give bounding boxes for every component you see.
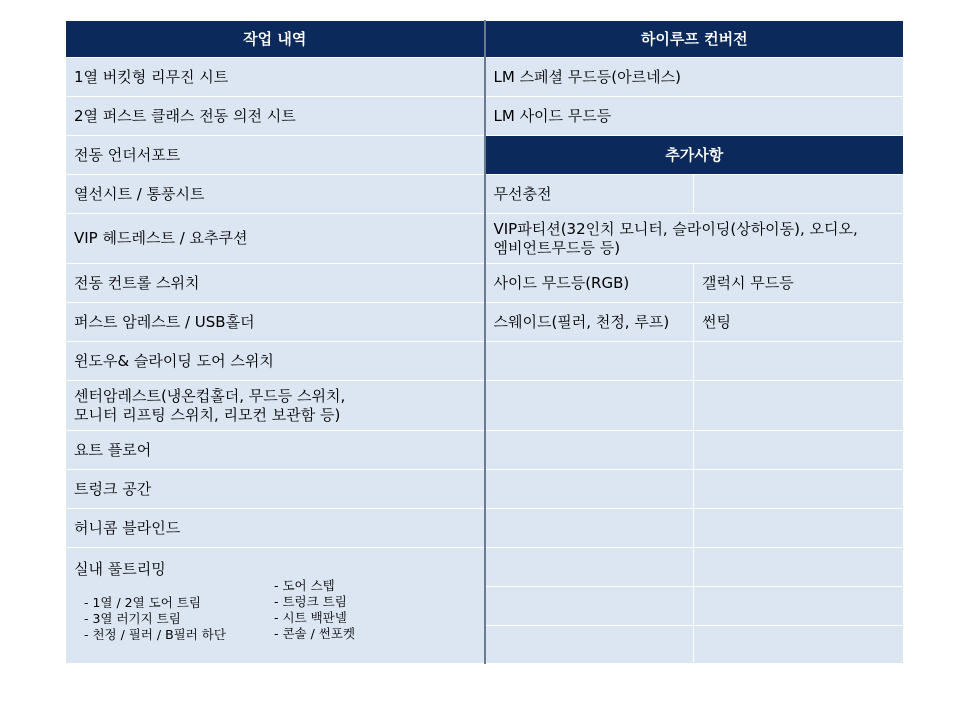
work-item: 열선시트 / 통풍시트 bbox=[66, 175, 485, 214]
addition-side-mood-light: 사이드 무드등(RGB) bbox=[485, 264, 694, 303]
work-item: 윈도우& 슬라이딩 도어 스위치 bbox=[66, 342, 485, 381]
empty-cell bbox=[694, 431, 904, 470]
addition-tinting: 썬팅 bbox=[694, 303, 904, 342]
empty-cell bbox=[694, 175, 904, 214]
work-item: 퍼스트 암레스트 / USB홀더 bbox=[66, 303, 485, 342]
header-work-history: 작업 내역 bbox=[66, 21, 485, 58]
work-item: VIP 헤드레스트 / 요추쿠션 bbox=[66, 214, 485, 264]
empty-cell bbox=[485, 431, 694, 470]
empty-cell bbox=[485, 381, 694, 431]
empty-cell bbox=[694, 548, 904, 587]
trimming-item: - 1열 / 2열 도어 트림 bbox=[84, 595, 201, 610]
empty-cell bbox=[485, 342, 694, 381]
work-item: 전동 언더서포트 bbox=[66, 136, 485, 175]
work-item: 1열 버킷형 리무진 시트 bbox=[66, 58, 485, 97]
addition-wireless-charging: 무선충전 bbox=[485, 175, 694, 214]
trimming-list-left bbox=[84, 595, 226, 643]
trimming-item: - 도어 스텝 bbox=[274, 578, 335, 593]
full-trimming-title: 실내 풀트리밍 bbox=[74, 560, 166, 578]
empty-cell bbox=[694, 470, 904, 509]
trimming-item: - 천정 / 필러 / B필러 하단 bbox=[84, 627, 226, 642]
empty-cell bbox=[694, 381, 904, 431]
empty-cell bbox=[485, 548, 694, 587]
trimming-item: - 3열 러기지 트림 bbox=[84, 611, 181, 626]
work-item: 전동 컨트롤 스위치 bbox=[66, 264, 485, 303]
trimming-details bbox=[74, 579, 476, 659]
empty-cell bbox=[485, 470, 694, 509]
trimming-item: - 트렁크 트림 bbox=[274, 594, 347, 609]
vip-partition-line-1: VIP파티션(32인치 모니터, 슬라이딩(상하이동), 오디오, bbox=[493, 219, 858, 238]
work-item: 허니콤 블라인드 bbox=[66, 509, 485, 548]
addition-galaxy-mood-light: 갤럭시 무드등 bbox=[694, 264, 904, 303]
vip-partition-line-2: 엠비언트무드등 등) bbox=[493, 238, 621, 257]
header-additions: 추가사항 bbox=[485, 136, 904, 175]
empty-cell bbox=[485, 509, 694, 548]
conversion-item: LM 스페셜 무드등(아르네스) bbox=[485, 58, 904, 97]
empty-cell bbox=[694, 509, 904, 548]
trimming-list-right bbox=[274, 578, 355, 642]
conversion-item: LM 사이드 무드등 bbox=[485, 97, 904, 136]
empty-cell bbox=[694, 626, 904, 664]
conversion-spec-table bbox=[65, 20, 904, 664]
trimming-item: - 시트 백판넬 bbox=[274, 610, 347, 625]
spec-table-wrapper bbox=[65, 20, 903, 676]
empty-cell bbox=[485, 626, 694, 664]
empty-cell bbox=[694, 342, 904, 381]
empty-cell bbox=[485, 587, 694, 626]
header-hiloop-conversion: 하이루프 컨버전 bbox=[485, 21, 904, 58]
empty-cell bbox=[694, 587, 904, 626]
addition-vip-partition bbox=[485, 214, 904, 264]
work-item-center-armrest bbox=[66, 381, 485, 431]
trimming-item: - 콘솔 / 썬포켓 bbox=[274, 626, 356, 641]
center-armrest-line-1: 센터암레스트(냉온컵홀더, 무드등 스위치, bbox=[74, 386, 346, 405]
work-item: 2열 퍼스트 클래스 전동 의전 시트 bbox=[66, 97, 485, 136]
work-item: 트렁크 공간 bbox=[66, 470, 485, 509]
work-item-full-trimming bbox=[66, 548, 485, 664]
work-item: 요트 플로어 bbox=[66, 431, 485, 470]
center-armrest-line-2: 모니터 리프팅 스위치, 리모컨 보관함 등) bbox=[74, 405, 341, 424]
addition-suede: 스웨이드(필러, 천정, 루프) bbox=[485, 303, 694, 342]
